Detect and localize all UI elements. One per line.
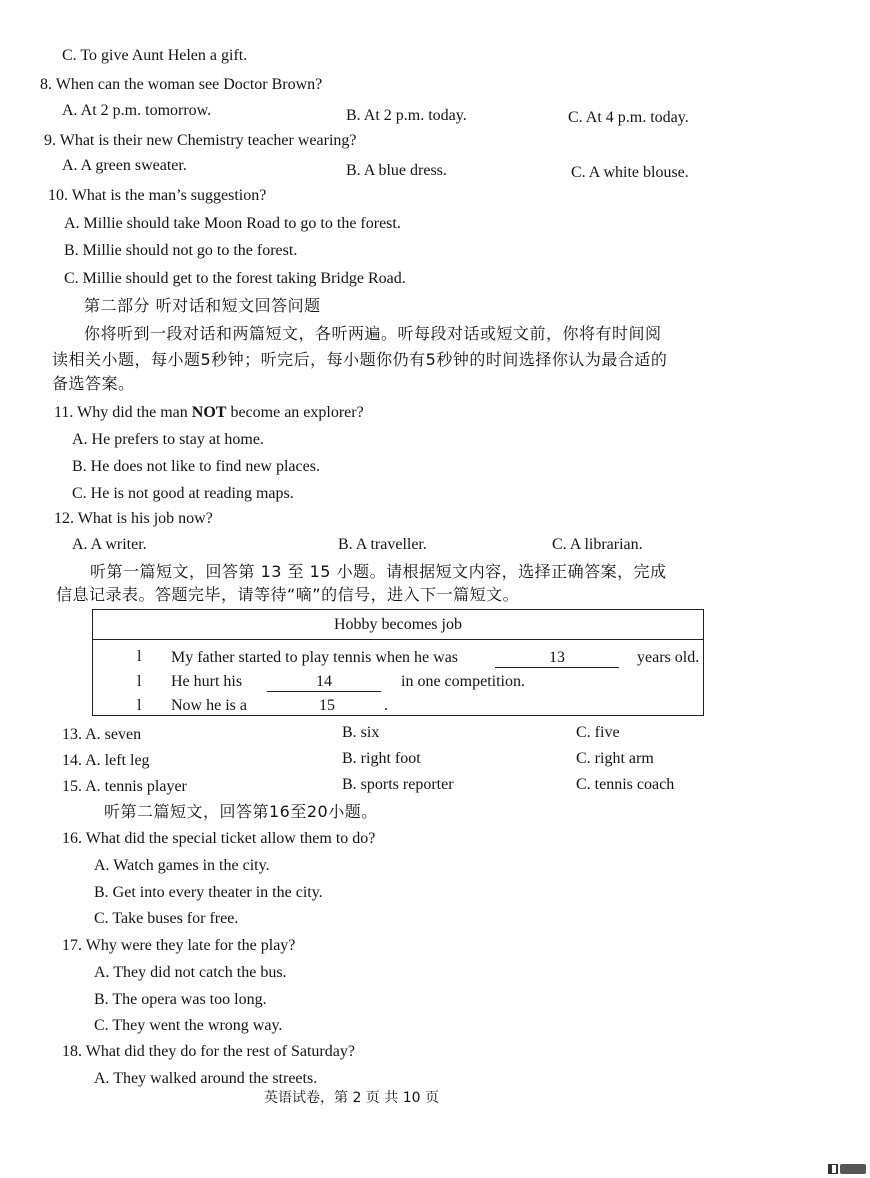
part2-heading: 第二部分 听对话和短文回答问题: [84, 296, 321, 315]
q13-option-c: C. five: [576, 724, 620, 741]
q11-option-b: B. He does not like to find new places.: [72, 458, 320, 475]
part2-instruction-line3: 备选答案。: [52, 374, 135, 393]
q13-option-a: 13. A. seven: [62, 726, 142, 743]
q11-option-c: C. He is not good at reading maps.: [72, 485, 294, 502]
passage2-instruction: 听第二篇短文，回答第16至20小题。: [104, 802, 378, 821]
q18-question: 18. What did they do for the rest of Saturday?: [62, 1043, 355, 1060]
table-row-2-bullet: l: [137, 673, 142, 690]
q9-option-a: A. A green sweater.: [62, 157, 187, 174]
q15-option-a: 15. A. tennis player: [62, 778, 187, 795]
q14-option-c: C. right arm: [576, 750, 654, 767]
q8-question: 8. When can the woman see Doctor Brown?: [40, 76, 323, 93]
q16-option-a: A. Watch games in the city.: [94, 857, 270, 874]
q11-question-emphasis: NOT: [191, 404, 227, 421]
q17-option-a: A. They did not catch the bus.: [94, 964, 287, 981]
q16-option-b: B. Get into every theater in the city.: [94, 884, 323, 901]
q14-option-a: 14. A. left leg: [62, 752, 150, 769]
q13-option-b: B. six: [342, 724, 380, 741]
blank-15: 15: [271, 697, 383, 716]
q17-option-b: B. The opera was too long.: [94, 991, 267, 1008]
hobby-record-table: [92, 609, 704, 716]
part2-instruction-line2: 读相关小题，每小题5秒钟；听完后，每小题你仍有5秒钟的时间选择你认为最合适的: [52, 350, 668, 369]
q9-option-c: C. A white blouse.: [571, 164, 689, 181]
q15-option-b: B. sports reporter: [342, 776, 454, 793]
qr-code-icon: [828, 1164, 838, 1174]
table-title: Hobby becomes job: [334, 616, 462, 633]
q17-question: 17. Why were they late for the play?: [62, 937, 296, 954]
page-footer: 英语试卷，第 2 页 共 10 页: [264, 1090, 439, 1106]
passage1-instruction-line2: 信息记录表。答题完毕，请等待“嘀”的信号，进入下一篇短文。: [56, 585, 520, 604]
q8-option-c: C. At 4 p.m. today.: [568, 109, 689, 126]
q14-option-b: B. right foot: [342, 750, 421, 767]
q18-option-a: A. They walked around the streets.: [94, 1070, 318, 1087]
q12-option-b: B. A traveller.: [338, 536, 427, 553]
table-row-2-text: He hurt his: [171, 673, 243, 690]
q17-option-c: C. They went the wrong way.: [94, 1017, 283, 1034]
table-row-3-blank: [271, 696, 383, 716]
table-row-1-blank: [495, 648, 619, 668]
q15-option-c: C. tennis coach: [576, 776, 675, 793]
q10-option-a: A. Millie should take Moon Road to go to the forest.: [64, 215, 401, 232]
table-row-1-suffix: years old.: [637, 649, 700, 666]
q8-option-a: A. At 2 p.m. tomorrow.: [62, 102, 212, 119]
table-row-2-blank: [267, 672, 381, 692]
table-divider: [93, 639, 703, 640]
q11-question: 11. Why did the man NOT become an explorer?: [54, 404, 364, 421]
table-row-2-suffix: in one competition.: [401, 673, 525, 690]
q8-option-b: B. At 2 p.m. today.: [346, 107, 467, 124]
q9-option-b: B. A blue dress.: [346, 162, 447, 179]
q11-option-a: A. He prefers to stay at home.: [72, 431, 264, 448]
blank-13: 13: [495, 649, 619, 668]
q12-option-c: C. A librarian.: [552, 536, 643, 553]
q16-question: 16. What did the special ticket allow them to do?: [62, 830, 376, 847]
q10-question: 10. What is the man’s suggestion?: [48, 187, 267, 204]
q12-option-a: A. A writer.: [72, 536, 147, 553]
table-row-3-suffix: .: [384, 697, 388, 714]
passage1-instruction-line1: 听第一篇短文，回答第 13 至 15 小题。请根据短文内容，选择正确答案，完成: [90, 562, 667, 581]
part2-instruction-line1: 你将听到一段对话和两篇短文，各听两遍。听每段对话或短文前，你将有时间阅: [84, 324, 662, 343]
table-row-1-text: My father started to play tennis when he was: [171, 649, 459, 666]
scanner-logo-icon: [840, 1164, 866, 1174]
blank-14: 14: [267, 673, 381, 692]
q10-option-c: C. Millie should get to the forest taking Bridge Road.: [64, 270, 406, 287]
q10-option-b: B. Millie should not go to the forest.: [64, 242, 298, 259]
q12-question: 12. What is his job now?: [54, 510, 213, 527]
table-row-3-text: Now he is a: [171, 697, 247, 714]
q9-question: 9. What is their new Chemistry teacher wearing?: [44, 132, 357, 149]
q7-option-c: C. To give Aunt Helen a gift.: [62, 47, 248, 64]
table-row-3-bullet: l: [137, 697, 142, 714]
q16-option-c: C. Take buses for free.: [94, 910, 239, 927]
table-row-1-bullet: l: [137, 648, 142, 665]
